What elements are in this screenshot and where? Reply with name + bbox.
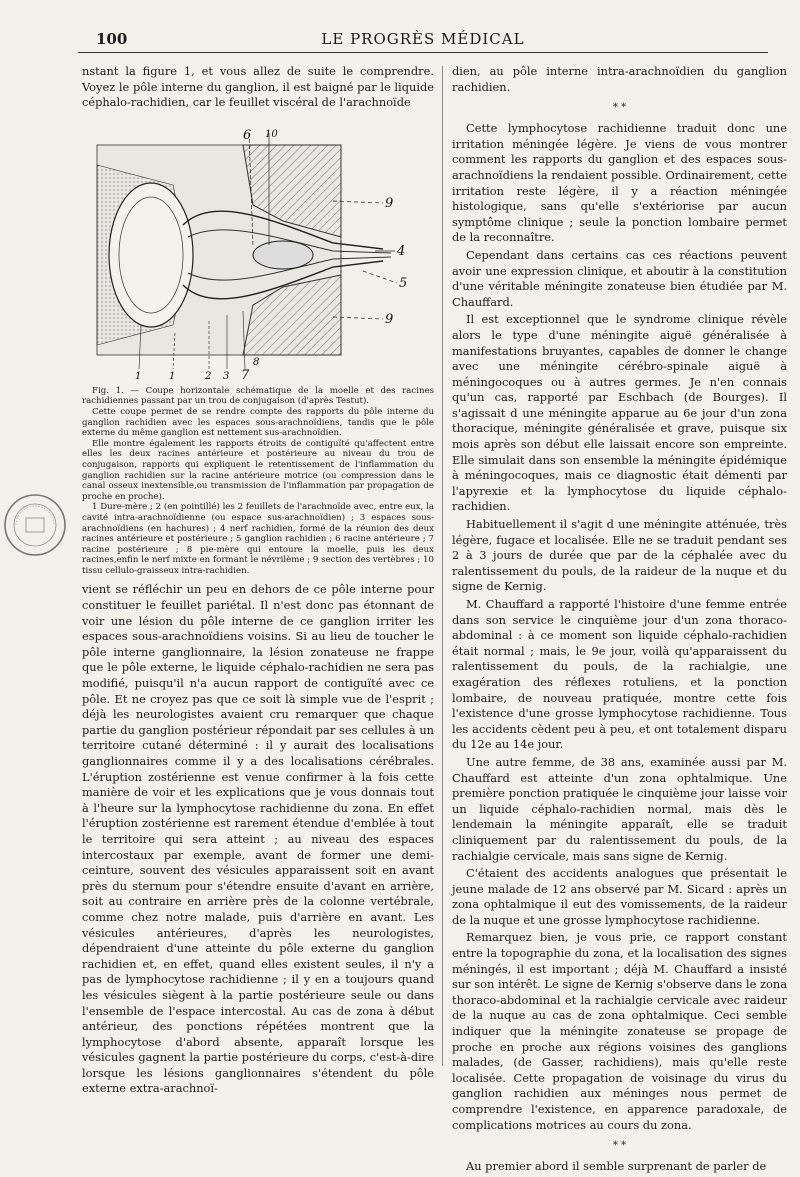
column-divider: [442, 66, 443, 1066]
paragraph: Cette lymphocytose rachidienne traduit donc une irritation méningée légère. Je viens de vous montrer comment les rapports du ganglion et des espaces sous-arachnoïdiens la rendaient possible. Ordinairement, cette irritation reste légère, il y a réaction méningée histologique, sans qu'elle s'extériorise par aucun symptôme clinique ; seule la ponction lombaire permet de la reconnaître.: [452, 121, 787, 245]
anatomical-diagram: [93, 125, 423, 380]
figure-label: 1: [135, 370, 142, 380]
paragraph: Cependant dans certains cas ces réactions peuvent avoir une expression clinique, et aboutir à la constitution d'une véritable méningite zonateuse bien étudiée par M. Chauffard.: [452, 247, 787, 309]
section-separator: * *: [612, 1140, 627, 1152]
library-stamp: [2, 492, 68, 558]
paragraph: M. Chauffard a rapporté l'histoire d'une femme entrée dans son service le cinquième jour d'un zona thoraco-abdominal : à ce moment son liquide céphalo-rachidien était normal ; mais, le 9e jour, voilà qu'apparaissent du ralentissement du pouls, de la rachialgie, une exagération des réflexes rotuliens, et la ponction lombaire, de nouveau pratiquée, montre cette fois l'existence d'une grosse lymphocytose rachidienne. Tous les accidents cèdent peu à peu, et ont totalement disparu du 12e au 14e jour.: [452, 597, 787, 752]
figure-label: 6: [243, 127, 252, 143]
right-column: [452, 64, 787, 1177]
left-column: [82, 64, 434, 1099]
figure-label: 10: [265, 128, 278, 140]
page-number: 100: [96, 30, 128, 48]
figure-label: 4: [397, 243, 406, 259]
figure-label: 2: [205, 370, 212, 380]
paragraph: dien, au pôle interne intra-arachnoïdien du ganglion rachidien.: [452, 64, 787, 94]
paragraph: Il est exceptionnel que le syndrome clinique révèle alors le type d'une méningite aiguë généralisée à manifestations bruyantes, capables de donner le change avec une méningite cérébro-spinale aiguë à méningocoques ou à autres germes. Je n'en connais qu'un cas, rapporté par Eschbach (de Bourges). Il s'agissait d une méningite apparue au 6e jour d'un zona thoracique, méningite généralisée et grave, puisque six mois après son début elle laissait encore son empreinte. Elle simulait dans son ensemble la méningite épidémique à méningocoques, mais ce diagnostic était démenti par l'apyrexie et la lymphocytose du liquide céphalo-rachidien.: [452, 312, 787, 514]
caption-text: Cette coupe permet de se rendre compte des rapports du pôle interne du ganglion rachidien avec les espaces sous-arachnoïdiens, tandis que le pôle externe du même ganglion est nettement sus-arachnoïdien.: [82, 406, 434, 439]
figure-label: 5: [399, 275, 408, 291]
paragraph: nstant la figure 1, et vous allez de suite le comprendre. Voyez le pôle interne du ganglion, il est baigné par le liquide céphalo-rachidien, car le feuillet viscéral de l'arachnoïde: [82, 64, 434, 110]
figure-label: 1: [169, 370, 176, 380]
paragraph: C'étaient des accidents analogues que présentait le jeune malade de 12 ans observé par M. Sicard : après un zona ophtalmique il eut des vomissements, de la raideur de la nuque et une grosse lymphocytose rachidienne.: [452, 866, 787, 927]
figure-label: 8: [253, 356, 260, 368]
figure-label: 9: [385, 195, 394, 211]
figure-label: 7: [241, 367, 250, 380]
figure-label: 3: [223, 370, 230, 380]
paragraph: Remarquez bien, je vous prie, ce rapport constant entre la topographie du zona, et la localisation des signes méningés, il est important ; déjà M. Chauffard a insisté sur son intérêt. Le signe de Kernig s'observe dans le zona thoraco-abdominal et la rachialgie cervicale avec raideur de la nuque au cas de zona ophtalmique. Ceci semble indiquer que la méningite zonateuse se propage de proche en proche aux régions voisines des ganglions malades, (de Gasser, rachidiens), mais qu'elle reste localisée. Cette propagation de voisinage du virus du ganglion rachidien aux méninges nous permet de comprendre l'existence, en apparence paradoxale, de complications motrices au cours du zona.: [452, 930, 787, 1132]
figure-caption: [82, 386, 434, 577]
section-separator: * *: [612, 102, 627, 114]
figure-label: 9: [385, 311, 394, 327]
journal-title: LE PROGRÈS MÉDICAL: [321, 30, 525, 48]
paragraph: Au premier abord il semble surprenant de parler de: [466, 1159, 767, 1174]
paragraph: Habituellement il s'agit d une méningite atténuée, très légère, fugace et localisée. Elle ne se traduit pendant ses 2 à 3 jours de durée que par de la céphalée avec du ralentissement du pouls, de la raideur de la nuque et du signe de Kernig.: [452, 517, 787, 594]
paragraph: Une autre femme, de 38 ans, examinée aussi par M. Chauffard est atteinte d'un zona ophtalmique. Une première ponction pratiquée le cinquième jour laisse voir un liquide céphalo-rachidien normal, mais dès le lendemain la méningite apparaît, elle se traduit cliniquement par du ralentissement du pouls, de la rachialgie cervicale, mais sans signe de Kernig.: [452, 754, 787, 863]
page-header: [78, 26, 768, 53]
caption-text: Elle montre également les rapports étroits de contiguïté qu'affectent entre elles les deux racines antérieure et postérieure au niveau du trou de conjugaison, rapports qui expliquent le retentissement de l'inflammation du ganglion rachidien sur la racine antérieure motrice (ou compression dans le canal osseux inextensible,ou transmission de l'inflammation par propagation de proche en proche).: [82, 438, 434, 502]
figure-spinal-cord-diagram: [93, 125, 423, 380]
caption-title: Fig. 1. — Coupe horizontale schématique de la moelle et des racines rachidiennes passant par un trou de conjugaison (d'après Testut).: [82, 385, 434, 407]
paragraph: vient se réfléchir un peu en dehors de ce pôle interne pour constituer le feuillet pariétal. Il n'est donc pas étonnant de voir une lésion du pôle interne de ce ganglion irriter les espaces sous-arachnoïdiens voisins. Si au lieu de toucher le pôle interne ganglionnaire, la lésion zonateuse ne frappe que le pôle externe, le liquide céphalo-rachidien ne sera pas modifié, puisqu'il n'a aucun rapport de contiguïté avec ce pôle. Et ne croyez pas que ce soit là simple vue de l'esprit ; déjà les neurologistes avaient cru remarquer que chaque partie du ganglion postérieur répondait par ses cellules à un territoire cutané déterminé : il y aurait des localisations ganglionnaires comme il y a des localisations cérébrales. L'éruption zostérienne est venue confirmer à la fois cette manière de voir et les explications que je vous donnais tout à l'heure sur la lymphocytose rachidienne du zona. En effet l'éruption zostérienne est rarement étendue d'emblée à tout le territoire qui sera atteint ; au niveau des espaces intercostaux par exemple, avant de former une demi-ceinture, souvent des vésicules apparaissent soit en avant près du sternum pour s'étendre ensuite d'avant en arrière, soit au contraire en arrière près de la colonne vertébrale, comme chez notre malade, puis d'arrière en avant. Les vésicules antérieures, d'après les neurologistes, dépendraient d'une atteinte du pôle externe du ganglion rachidien et, en effet, quand elles existent seules, il n'y a pas de lymphocytose rachidienne ; il y en a toujours quand les vésicules siègent à la partie postérieure seule ou dans l'ensemble de l'espace intercostal. Au cas de zona à début antérieur, des ponctions répétées montrent que la lymphocytose d'abord absente, apparaît lorsque les vésicules gagnent la partie postérieure du corps, c'est-à-dire lorsque les lésions ganglionnaires s'étendent du pôle externe extra-arachnoï-: [82, 582, 434, 1096]
caption-legend: 1 Dure-mère ; 2 (en pointillé) les 2 feuillets de l'arachnoïde avec, entre eux, la cavité intra-arachnoïdienne (ou espace sus-arachnoïdien) ; 3 espaces sous-arachnoïdiens (en hachures) ; 4 nerf rachidien, formé de la réunion des deux racines antérieure et postérieure ; 5 ganglion rachidien ; 6 racine antérieure ; 7 racine postérieure ; 8 pie-mère qui entoure la moelle, puis les deux racines,enfin le nerf mixte en formant le névrilème ; 9 section des vertèbres ; 10 tissu cellulo-graisseux intra-rachidien.: [82, 502, 434, 576]
